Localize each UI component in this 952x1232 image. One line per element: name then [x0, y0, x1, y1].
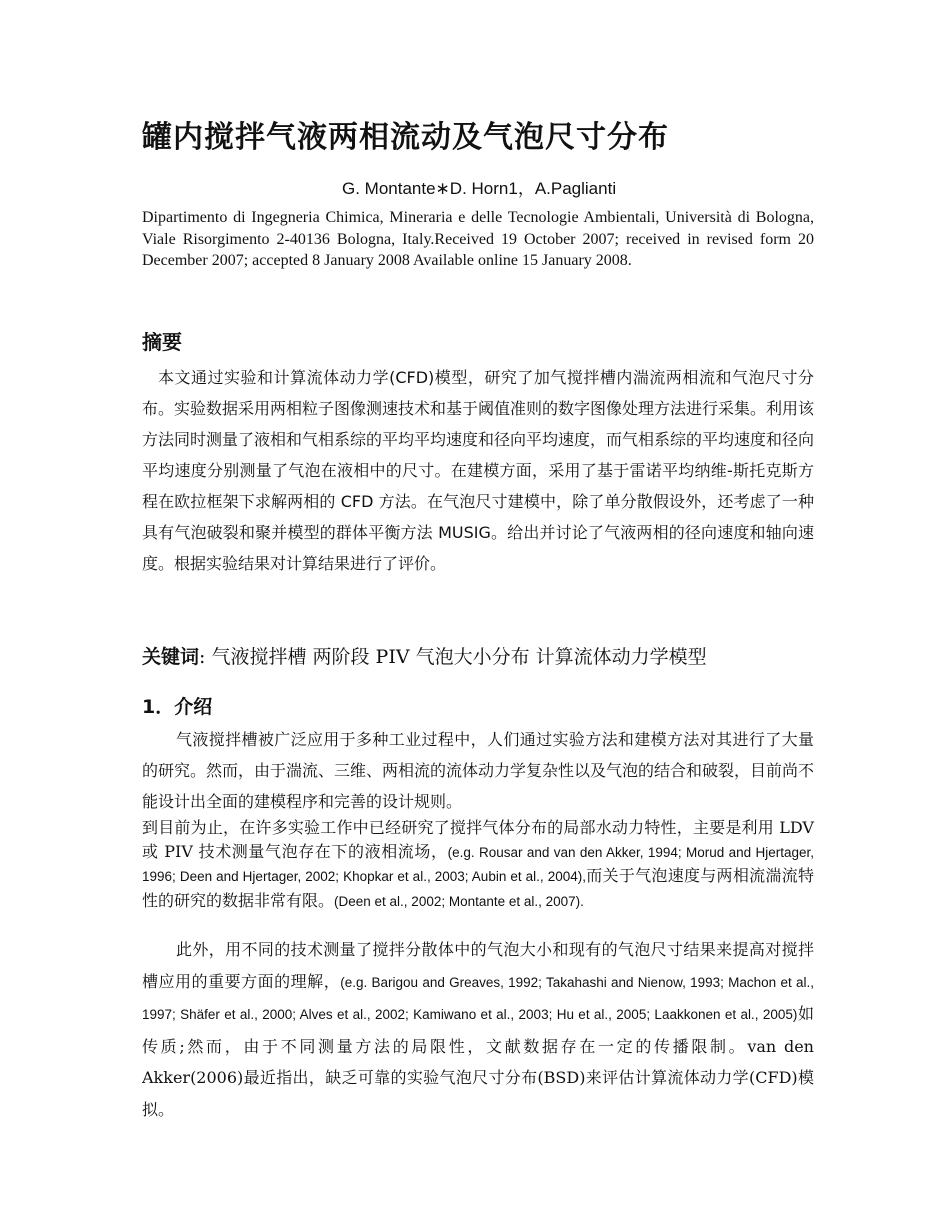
author-list: G. Montante∗D. Horn1，A.Paglianti [342, 179, 617, 198]
intro-paragraph-3 [142, 934, 814, 1125]
intro-p2-text-2: 而关于气泡速度与两相流湍流特性的研究的数据非常有限。 [142, 866, 814, 910]
intro-heading: 1．介绍 [142, 696, 213, 718]
intro-p2-citation-1: (e.g. Rousar and van den Akker, 1994; Morud and Hjertager, 1996; Deen and Hjertager, 2002; Khopkar et al., 2003; Aubin et al., 2004), [142, 844, 814, 884]
abstract-text: 本文通过实验和计算流体动力学(CFD)模型，研究了加气搅拌槽内湍流两相流和气泡尺寸分布。实验数据采用两相粒子图像测速技术和基于阈值准则的数字图像处理方法进行采集。利用该方法同时测量了液相和气相系综的平均平均速度和径向平均速度，而气相系综的平均速度和径向平均速度分别测量了气泡在液相中的尺寸。在建模方面，采用了基于雷诺平均纳维-斯托克斯方程在欧拉框架下求解两相的 CFD 方法。在气泡尺寸建模中，除了单分散假设外，还考虑了一种具有气泡破裂和聚并模型的群体平衡方法 MUSIG。给出并讨论了气液两相的径向速度和轴向速度。根据实验结果对计算结果进行了评价。 [142, 368, 815, 573]
keywords-text: : 气液搅拌槽 两阶段 PIV 气泡大小分布 计算流体动力学模型 [199, 646, 707, 668]
abstract-heading: 摘要 [142, 330, 182, 354]
affiliation: Dipartimento di Ingegneria Chimica, Mineraria e delle Tecnologie Ambientali, Università di Bologna, Viale Risorgimento 2-40136 Bologna, Italy.Received 19 October 2007; received in revised form 20 December 2007; accepted 8 January 2008 Available online 15 January 2008. [142, 209, 814, 269]
intro-p2-citation-2: (Deen et al., 2002; Montante et al., 2007). [334, 893, 584, 909]
keywords-label: 关键词 [142, 646, 200, 668]
intro-p3-citation: (e.g. Barigou and Greaves, 1992; Takahashi and Nienow, 1993; Machon et al., 1997; Shäfer et al., 2000; Alves et al., 2002; Kamiwano et al., 2003; Hu et al., 2005; Laakkonen et al., 2005) [142, 974, 814, 1022]
intro-p3-text-2: 如传质;然而，由于不同测量方法的局限性，文献数据存在一定的传播限制。van den Akker(2006)最近指出，缺乏可靠的实验气泡尺寸分布(BSD)来评估计算流体动力学(CFD)模拟。 [142, 1004, 814, 1119]
intro-p2-text: 到目前为止，在许多实验工作中已经研究了搅拌气体分布的局部水动力特性，主要是利用 LDV 或 PIV 技术测量气泡存在下的液相流场， [142, 818, 814, 861]
intro-paragraph-2 [142, 816, 814, 913]
keywords [142, 642, 842, 669]
intro-paragraph-1: 气液搅拌槽被广泛应用于多种工业过程中，人们通过实验方法和建模方法对其进行了大量的研究。然而，由于湍流、三维、两相流的流体动力学复杂性以及气泡的结合和破裂，目前尚不能设计出全面的建模程序和完善的设计规则。 [142, 730, 815, 811]
intro-p3-text: 此外，用不同的技术测量了搅拌分散体中的气泡大小和现有的气泡尺寸结果来提高对搅拌槽应用的重要方面的理解， [142, 940, 814, 991]
paper-title: 罐内搅拌气液两相流动及气泡尺寸分布 [142, 120, 669, 155]
